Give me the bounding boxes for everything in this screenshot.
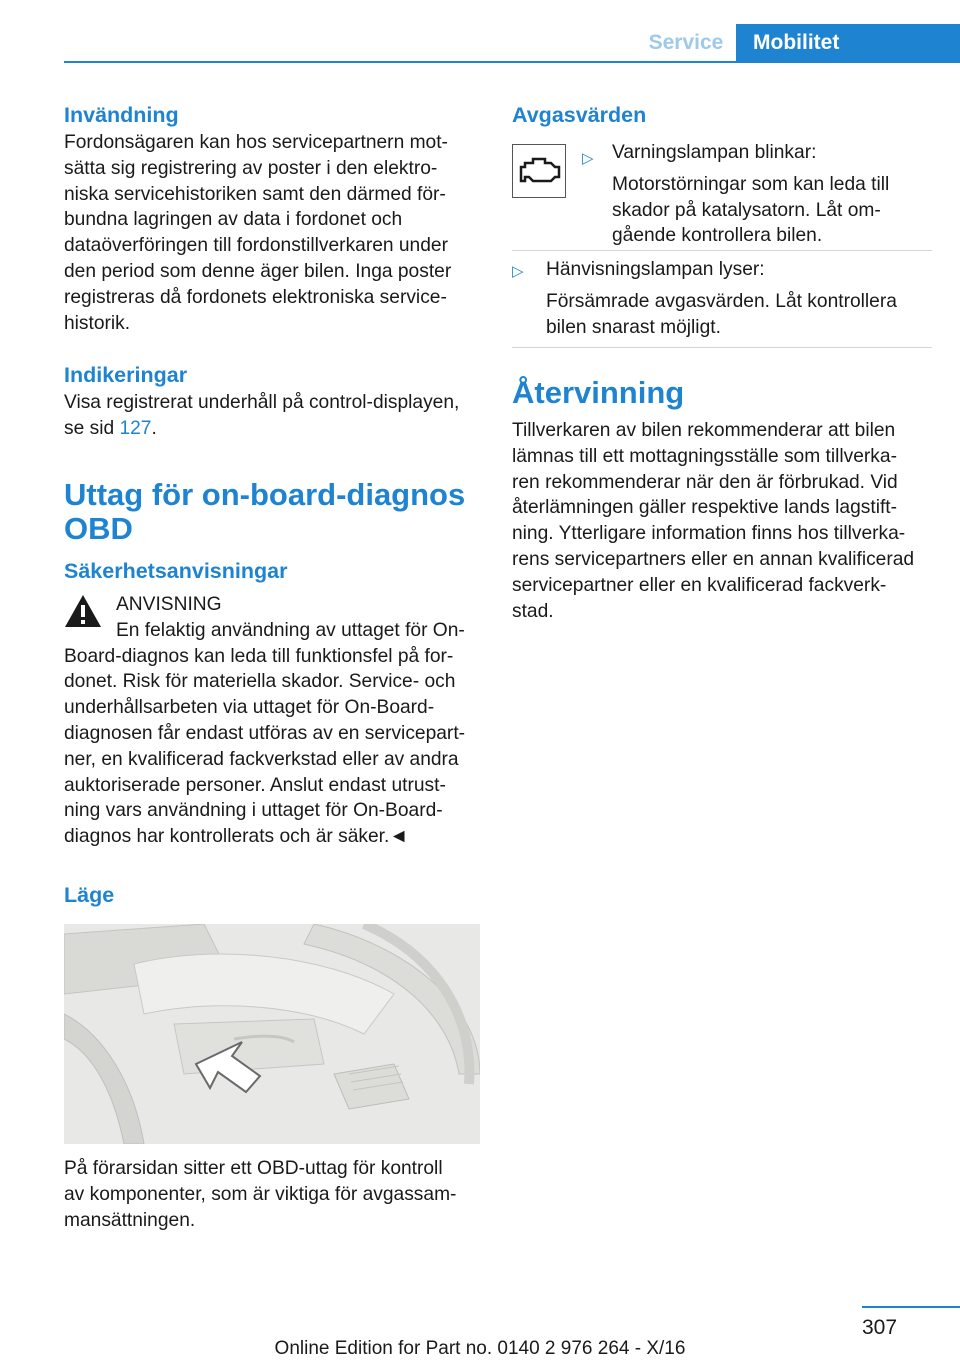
tab-mobilitet[interactable]: Mobilitet	[736, 24, 960, 62]
text-line: Visa registrerat underhåll på control-displayen,	[64, 392, 460, 414]
warning-triangle-icon	[64, 594, 102, 628]
text-line: En felaktig användning av uttaget för On-	[116, 619, 465, 641]
text-line: lämnas till ett mottagningsställe som tillverka-	[512, 445, 897, 467]
text-fragment: .	[151, 418, 157, 440]
text-line: Tillverkaren av bilen rekommenderar att bilen	[512, 420, 896, 441]
text-line: gående kontrollera bilen.	[612, 225, 823, 247]
invandning-paragraph	[64, 130, 480, 336]
text-line: registreras då fordonets elektroniska service-	[64, 286, 447, 308]
text-line: ren rekommenderar när den är förbrukad. Vid	[512, 471, 898, 493]
triangle-bullet-icon: ▷	[582, 150, 594, 167]
page-link[interactable]: 127	[119, 418, 152, 440]
text-line: diagnosen får endast utföras av en servicepart-	[64, 722, 466, 744]
obd-location-illustration	[64, 924, 480, 1144]
text-line: bundna lagringen av data i fordonet och	[64, 209, 403, 231]
text-line: historik.	[64, 312, 131, 334]
right-column	[512, 100, 932, 624]
title-line: Uttag för on-board-diagnos	[64, 476, 466, 512]
section-title-indikeringar: Indikeringar	[64, 363, 188, 388]
left-column	[64, 100, 480, 1233]
indikeringar-paragraph	[64, 390, 480, 442]
indicator-row	[512, 257, 932, 348]
chapter-title-obd	[64, 478, 480, 546]
text-line: underhållsarbeten via uttaget för On-Board-	[64, 697, 435, 719]
footer-rule	[862, 1306, 960, 1308]
text-line: skador på katalysatorn. Låt om-	[612, 199, 881, 221]
page-number: 307	[862, 1316, 898, 1339]
section-title-lage: Läge	[64, 882, 115, 907]
text-line: sätta sig registrering av poster i den elektro-	[64, 157, 438, 179]
section-title-invandning: Invändning	[64, 103, 179, 127]
text-line: servicepartner eller en kvalificerad fackverk-	[512, 574, 887, 596]
footer-edition: Online Edition for Part no. 0140 2 976 264 - X/16	[274, 1338, 686, 1359]
lage-paragraph	[64, 1156, 480, 1233]
tab-service[interactable]: Service	[648, 31, 724, 54]
text-line: ning. Ytterligare information finns hos tillverka-	[512, 523, 906, 545]
text-line: Fordonsägaren kan hos servicepartnern mot-	[64, 132, 448, 153]
warning-label: ANVISNING	[116, 593, 222, 615]
text-line: Board-diagnos kan leda till funktionsfel på for-	[64, 645, 454, 667]
text-line: diagnos har kontrollerats och är säker.◄	[64, 826, 409, 848]
section-title-avgasvarden: Avgasvärden	[512, 103, 647, 127]
text-line: donet. Risk för materiella skador. Service- och	[64, 671, 456, 693]
triangle-bullet-icon: ▷	[512, 263, 524, 280]
indicator-text	[612, 140, 889, 249]
text-line: På förarsidan sitter ett OBD-uttag för kontroll	[64, 1157, 443, 1179]
text-line: ning vars användning i uttaget för On-Board-	[64, 800, 443, 822]
indicator-table	[512, 140, 932, 348]
text-line: mansättningen.	[64, 1209, 196, 1231]
text-fragment: se sid	[64, 418, 120, 440]
chapter-title-atervinning: Återvinning	[512, 375, 685, 410]
text-line: auktoriserade personer. Anslut endast utrust-	[64, 774, 446, 796]
indicator-heading: Hänvisningslampan lyser:	[546, 259, 765, 280]
text-line: Försämrade avgasvärden. Låt kontrollera	[546, 290, 897, 312]
engine-check-icon	[512, 144, 566, 198]
text-line: rens servicepartners eller en annan kvalificerad	[512, 548, 915, 570]
section-title-sakerhet: Säkerhetsanvisningar	[64, 558, 288, 583]
text-line: bilen snarast möjligt.	[546, 316, 721, 338]
indicator-row	[512, 140, 932, 251]
text-line	[64, 416, 480, 442]
text-line: återlämningen gäller respektive lands lagstift-	[512, 497, 898, 519]
text-line: av komponenter, som är viktiga för avgassam-	[64, 1183, 457, 1205]
text-line: stad.	[512, 600, 554, 622]
text-line: ner, en kvalificerad fackverkstad eller av andra	[64, 748, 459, 770]
text-line: niska servicehistoriken samt den därmed för-	[64, 183, 446, 205]
indicator-heading: Varningslampan blinkar:	[612, 142, 817, 163]
dashboard-illustration	[64, 924, 480, 1144]
warning-block	[64, 592, 480, 850]
atervinning-paragraph	[512, 418, 932, 624]
indicator-text	[546, 257, 897, 340]
text-line: dataöverföringen till fordonstillverkaren under	[64, 235, 448, 257]
text-line: den period som denne äger bilen. Inga poster	[64, 260, 452, 282]
text-line: Motorstörningar som kan leda till	[612, 173, 890, 195]
warning-header	[64, 592, 480, 644]
title-line: OBD	[64, 510, 133, 546]
